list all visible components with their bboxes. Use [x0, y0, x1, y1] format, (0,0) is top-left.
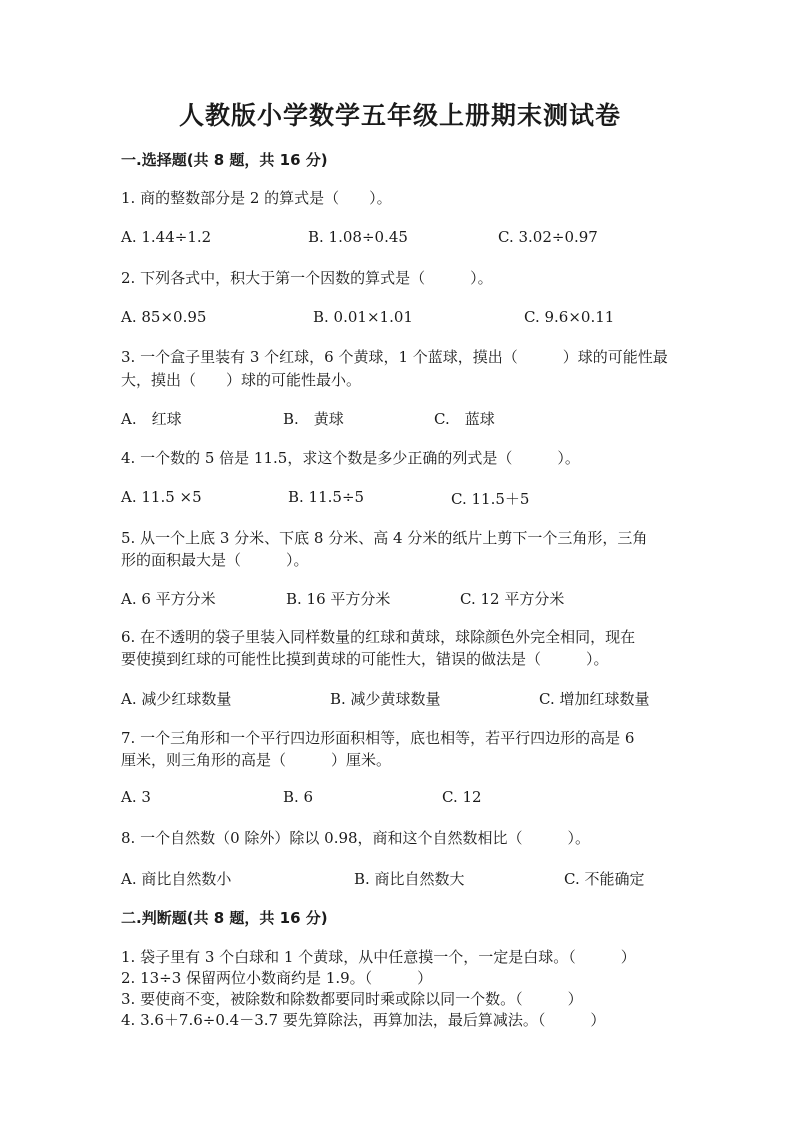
- option-b: B. 16 平方分米: [286, 590, 391, 608]
- option-a: A. 红球: [121, 410, 182, 428]
- true-false-item-3: 3. 要使商不变，被除数和除数都要同时乘或除以同一个数。（ ）: [121, 990, 583, 1008]
- question-7-line-2: 厘米，则三角形的高是（ ）厘米。: [121, 751, 392, 769]
- option-a: A. 85×0.95: [121, 308, 207, 326]
- option-b: B. 减少黄球数量: [330, 690, 441, 708]
- option-c: C. 12 平方分米: [460, 590, 565, 608]
- question-3-line-2: 大，摸出（ ）球的可能性最小。: [121, 371, 362, 389]
- question-3-line-1: 3. 一个盒子里装有 3 个红球，6 个黄球，1 个蓝球，摸出（ ）球的可能性最: [121, 348, 668, 366]
- true-false-item-1: 1. 袋子里有 3 个白球和 1 个黄球，从中任意摸一个，一定是白球。（ ）: [121, 948, 636, 966]
- question-5-line-1: 5. 从一个上底 3 分米、下底 8 分米、高 4 分米的纸片上剪下一个三角形，三角: [121, 529, 648, 547]
- question-5-line-2: 形的面积最大是（ ）。: [121, 551, 309, 569]
- question-6-line-2: 要使摸到红球的可能性比摸到黄球的可能性大，错误的做法是（ ）。: [121, 650, 609, 668]
- true-false-item-4: 4. 3.6＋7.6÷0.4－3.7 要先算除法，再算加法，最后算减法。（ ）: [121, 1011, 606, 1029]
- question-6-line-1: 6. 在不透明的袋子里装入同样数量的红球和黄球，球除颜色外完全相同，现在: [121, 628, 636, 646]
- section-heading-true-false: 二.判断题(共 8 题，共 16 分): [121, 909, 328, 927]
- option-b: B. 6: [283, 788, 314, 806]
- option-b: B. 商比自然数大: [354, 870, 465, 888]
- option-a: A. 3: [121, 788, 151, 806]
- option-a: A. 1.44÷1.2: [121, 228, 212, 246]
- option-c: C. 9.6×0.11: [524, 308, 615, 326]
- option-a: A. 减少红球数量: [121, 690, 232, 708]
- option-b: B. 黄球: [283, 410, 344, 428]
- section-heading-choice: 一.选择题(共 8 题，共 16 分): [121, 151, 328, 169]
- option-c: C. 11.5＋5: [451, 490, 530, 508]
- option-c: C. 12: [442, 788, 482, 806]
- option-a: A. 商比自然数小: [121, 870, 232, 888]
- true-false-item-2: 2. 13÷3 保留两位小数商约是 1.9。（ ）: [121, 969, 433, 987]
- question-4: 4. 一个数的 5 倍是 11.5，求这个数是多少正确的列式是（ ）。: [121, 449, 580, 467]
- question-2: 2. 下列各式中，积大于第一个因数的算式是（ ）。: [121, 269, 493, 287]
- page-title: 人教版小学数学五年级上册期末测试卷: [178, 101, 621, 130]
- option-a: A. 11.5 ×5: [121, 488, 202, 506]
- option-b: B. 1.08÷0.45: [308, 228, 408, 246]
- question-1: 1. 商的整数部分是 2 的算式是（ ）。: [121, 189, 392, 207]
- question-8: 8. 一个自然数（0 除外）除以 0.98，商和这个自然数相比（ ）。: [121, 829, 591, 847]
- option-a: A. 6 平方分米: [121, 590, 216, 608]
- option-c: C. 3.02÷0.97: [498, 228, 598, 246]
- option-c: C. 增加红球数量: [539, 690, 650, 708]
- option-c: C. 蓝球: [434, 410, 495, 428]
- option-b: B. 0.01×1.01: [313, 308, 413, 326]
- question-7-line-1: 7. 一个三角形和一个平行四边形面积相等，底也相等，若平行四边形的高是 6: [121, 729, 635, 747]
- option-b: B. 11.5÷5: [288, 488, 365, 506]
- option-c: C. 不能确定: [564, 870, 645, 888]
